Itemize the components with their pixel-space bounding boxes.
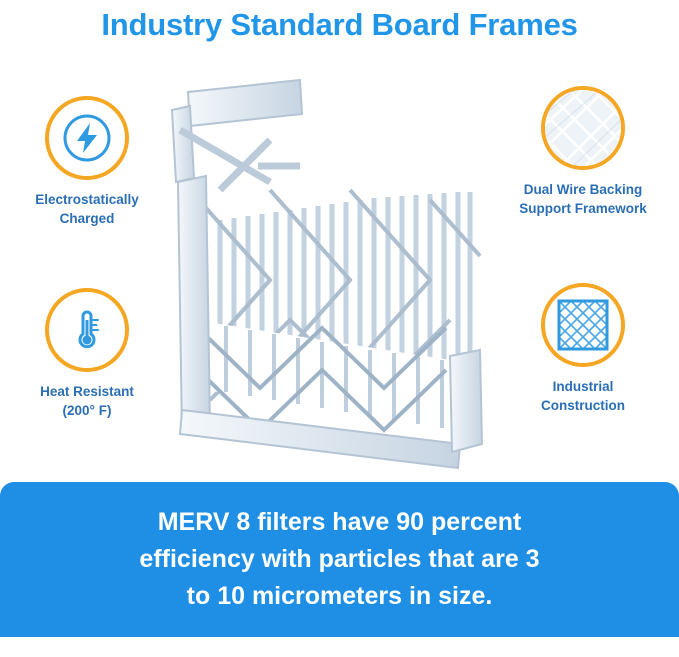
pleated-air-filter-illustration <box>150 70 510 470</box>
caption-line: Dual Wire Backing <box>523 182 643 197</box>
feature-heat-resistant <box>12 288 162 420</box>
caption-line: Industrial <box>552 379 614 394</box>
feature-circle <box>541 86 625 170</box>
wire-mesh-photo-icon <box>545 90 621 166</box>
feature-circle <box>45 288 129 372</box>
merv-rating-banner <box>0 482 679 637</box>
caption-line: Construction <box>541 398 625 413</box>
feature-caption <box>508 180 658 218</box>
caption-line: Support Framework <box>519 201 647 216</box>
caption-line: Electrostatically <box>35 192 139 207</box>
caption-line: (200° F) <box>62 403 112 418</box>
feature-circle <box>45 96 129 180</box>
caption-line: Charged <box>59 211 115 226</box>
feature-caption <box>12 382 162 420</box>
page-title: Industry Standard Board Frames <box>101 7 578 42</box>
feature-electrostatically-charged <box>12 96 162 228</box>
feature-caption <box>508 377 658 415</box>
banner-text <box>113 504 565 615</box>
lightning-bolt-icon <box>49 100 125 176</box>
feature-circle <box>541 283 625 367</box>
feature-dual-wire-backing <box>508 86 658 218</box>
grid-frame-icon <box>545 287 621 363</box>
banner-line: efficiency with particles that are 3 <box>139 545 540 573</box>
thermometer-icon <box>49 292 125 368</box>
feature-industrial-construction <box>508 283 658 415</box>
feature-caption <box>12 190 162 228</box>
caption-line: Heat Resistant <box>40 384 134 399</box>
banner-line: MERV 8 filters have 90 percent <box>157 508 522 536</box>
banner-line: to 10 micrometers in size. <box>186 582 493 610</box>
